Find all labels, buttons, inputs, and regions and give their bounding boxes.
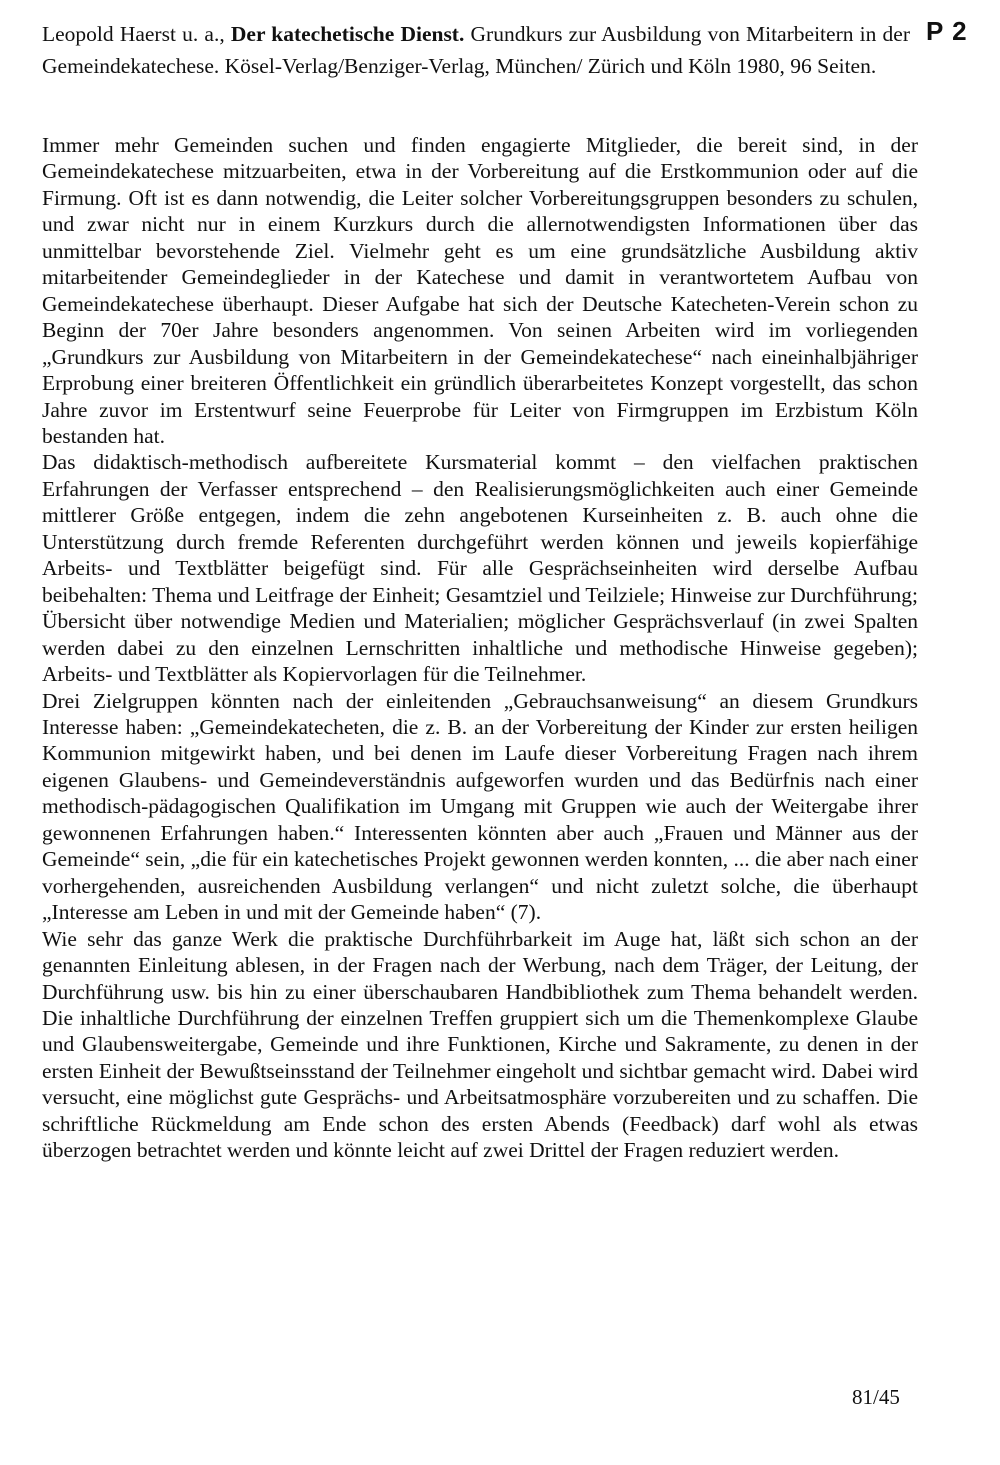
paragraph-4: Wie sehr das ganze Werk die praktische Durchführbarkeit im Auge hat, läßt sich schon an der genannten Einleitung ablesen, in der Fragen nach der Werbung, nach dem Träger, der Leitung, der Durchführung usw. bis hin zu einer überschaubaren Handbibliothek zum Thema behandelt werden. Die inhaltliche Durchführung der einzelnen Treffen gruppiert sich um die Themenkomplexe Glaube und Glaubensweitergabe, Gemeinde und ihre Funktionen, Kirche und Sakramente, zu denen in der ersten Einheit der Bewußtseinsstand der Teilnehmer eingeholt und sichtbar gemacht wird. Dabei wird versucht, eine möglichst gute Gesprächs- und Arbeitsatmosphäre vorzubereiten und zu schaffen. Die schriftliche Rückmeldung am Ende schon des ersten Abends (Feedback) darf wohl als etwas überzogen betrachtet werden und könnte leicht auf zwei Drittel der Fragen reduziert werden. bbox=[42, 926, 918, 1163]
paragraph-1: Immer mehr Gemeinden suchen und finden engagierte Mitglieder, die bereit sind, in der Gemeindekatechese mitzuarbeiten, etwa in der Vorbereitung auf die Erstkommunion oder auf die Firmung. Oft ist es dann notwendig, die Leiter solcher Vorbereitungsgruppen besonders zu schulen, und zwar nicht nur in einem Kurzkurs durch die allernotwendigsten Informationen über das unmittelbar bevorstehende Ziel. Vielmehr geht es um eine grundsätzliche Ausbildung aktiv mitarbeitender Gemeindeglieder in der Katechese und damit in verantwortetem Aufbau von Gemeindekatechese überhaupt. Dieser Aufgabe hat sich der Deutsche Katecheten-Verein schon zu Beginn der 70er Jahre besonders angenommen. Von seinen Arbeiten wird im vorliegenden „Grundkurs zur Ausbildung von Mitarbeitern in der Gemeindekatechese“ nach eineinhalbjähriger Erprobung einer breiteren Öffentlichkeit ein gründlich überarbeitetes Konzept vorgestellt, das schon Jahre zuvor im Erstentwurf seine Feuerprobe für Leiter von Firmgruppen im Erzbistum Köln bestanden hat. bbox=[42, 133, 918, 448]
paragraph-3: Drei Zielgruppen könnten nach der einleitenden „Gebrauchsanweisung“ an diesem Grundkurs Interesse haben: „Gemeindekatecheten, die z. B. an der Vorbereitung der Kinder zur ersten heiligen Kommunion mitgewirkt haben, und bei denen im Laufe dieser Vorbereitung Fragen nach ihrem eigenen Glaubens- und Gemeindeverständnis aufgeworfen wurden und das Bedürfnis nach einer methodisch-pädagogischen Qualifikation im Umgang mit Gruppen wie auch der Weitergabe ihrer gewonnenen Erfahrungen haben.“ Interessenten könnten aber auch „Frauen und Männer aus der Gemeinde“ sein, „die für ein katechetisches Projekt gewonnen werden konnten, ... die aber nach einer vorhergehenden, ausreichenden Ausbildung verlangen“ und nicht zuletzt solche, die überhaupt „Interesse am Leben in und mit der Gemeinde haben“ (7). bbox=[42, 688, 918, 925]
section-badge: P 2 bbox=[926, 16, 968, 46]
page-number: 81/45 bbox=[852, 1385, 900, 1409]
review-body bbox=[42, 132, 918, 1164]
paragraph-2: Das didaktisch-methodisch aufbereitete Kursmaterial kommt – den vielfachen praktischen Erfahrungen der Verfasser entsprechend – den Realisierungsmöglichkeiten auch einer Gemeinde mittlerer Größe entgegen, indem die zehn angebotenen Kurseinheiten z. B. auch ohne die Unterstützung durch fremde Referenten durchgeführt werden können und jeweils kopierfähige Arbeits- und Textblätter beigefügt sind. Für alle Gesprächseinheiten wird derselbe Aufbau beibehalten: Thema und Leitfrage der Einheit; Gesamtziel und Teilziele; Hinweise zur Durchführung; Übersicht über notwendige Medien und Materialien; möglicher Gesprächsverlauf (in zwei Spalten werden dabei zu den einzelnen Lernschritten inhaltliche und methodische Hinweise gegeben); Arbeits- und Textblätter als Kopiervorlagen für die Teilnehmer. bbox=[42, 450, 918, 687]
header-authors: Leopold Haerst u. a., bbox=[42, 22, 231, 46]
header-book-title: Der katechetische Dienst. bbox=[230, 22, 465, 46]
bibliographic-header bbox=[42, 18, 910, 82]
header-publication-details: Grundkurs zur Ausbildung von Mitarbeitern in der Gemeindekatechese. Kösel-Verlag/Benziger-Verlag, München/ Zürich und Köln 1980, 96 Seiten. bbox=[42, 22, 910, 78]
